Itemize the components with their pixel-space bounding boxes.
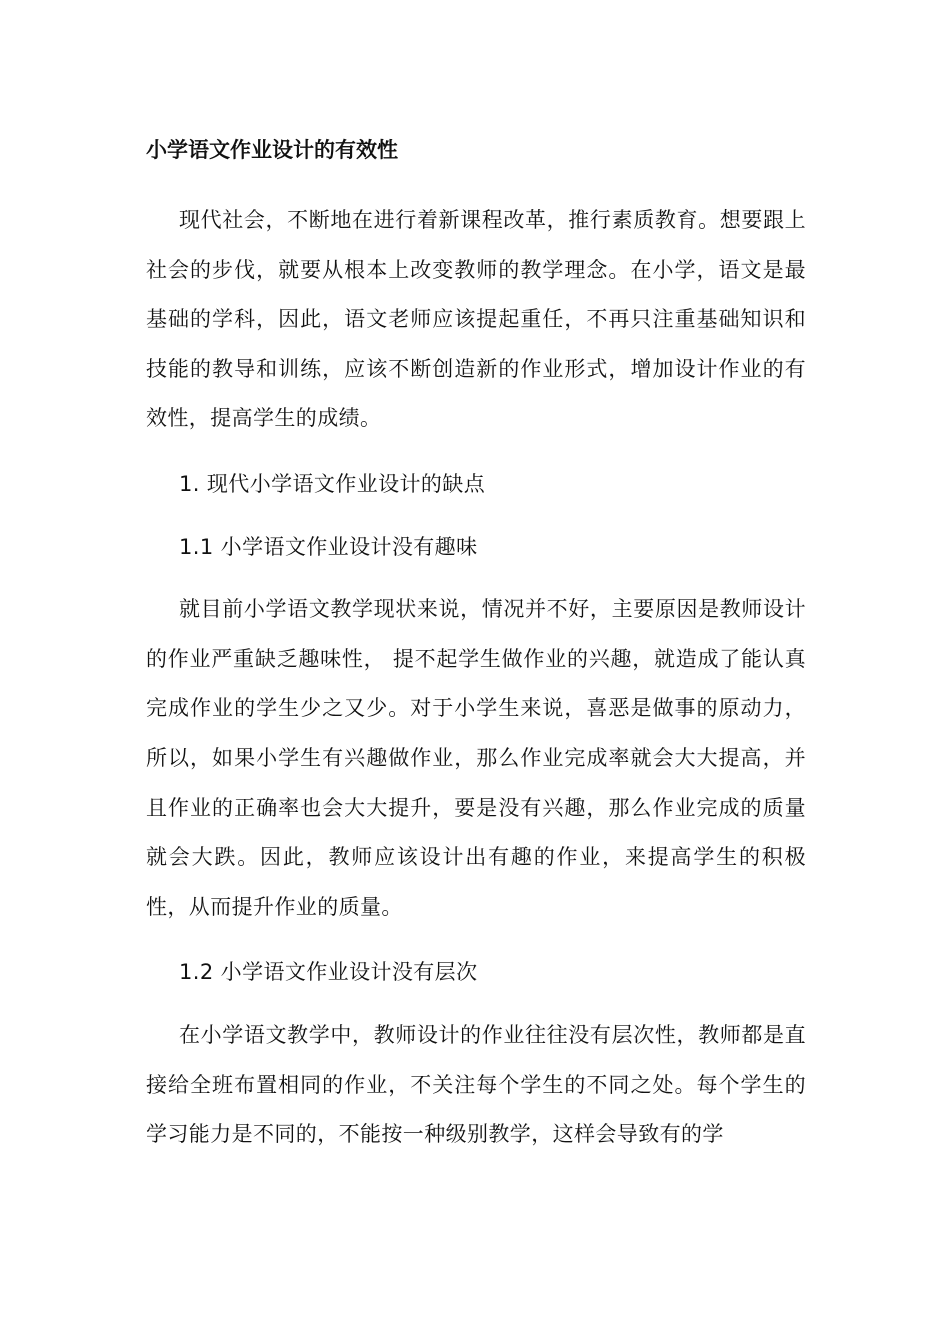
- subsection-heading-1-1: 1.1 小学语文作业设计没有趣味: [179, 534, 478, 559]
- document-body: [146, 128, 806, 1176]
- section-heading-1: 1. 现代小学语文作业设计的缺点: [179, 471, 486, 496]
- paragraph-1-2: 在小学语文教学中，教师设计的作业往往没有层次性，教师都是直接给全班布置相同的作业，不关注每个学生的不同之处。每个学生的学习能力是不同的，不能按一种级别教学，这样会导致有的学: [146, 1022, 806, 1147]
- subsection-heading-1-2: 1.2 小学语文作业设计没有层次: [179, 960, 478, 985]
- paragraph-1-1: 就目前小学语文教学现状来说，情况并不好，主要原因是教师设计的作业严重缺乏趣味性， 提不起学生做作业的兴趣，就造成了能认真完成作业的学生少之又少。对于小学生来说，喜恶是做事的原动力，所以，如果小学生有兴趣做作业，那么作业完成率就会大大提高，并且作业的正确率也会大大提升，要是没有兴趣，那么作业完成的质量就会大跌。因此，教师应该设计出有趣的作业，来提高学生的积极性，从而提升作业的质量。: [146, 597, 806, 919]
- paragraph-intro: 现代社会，不断地在进行着新课程改革，推行素质教育。想要跟上社会的步伐，就要从根本上改变教师的教学理念。在小学，语文是最基础的学科，因此，语文老师应该提起重任，不再只注重基础知识和技能的教导和训练，应该不断创造新的作业形式，增加设计作业的有效性，提高学生的成绩。: [146, 208, 806, 431]
- document-title: 小学语文作业设计的有效性: [146, 138, 398, 162]
